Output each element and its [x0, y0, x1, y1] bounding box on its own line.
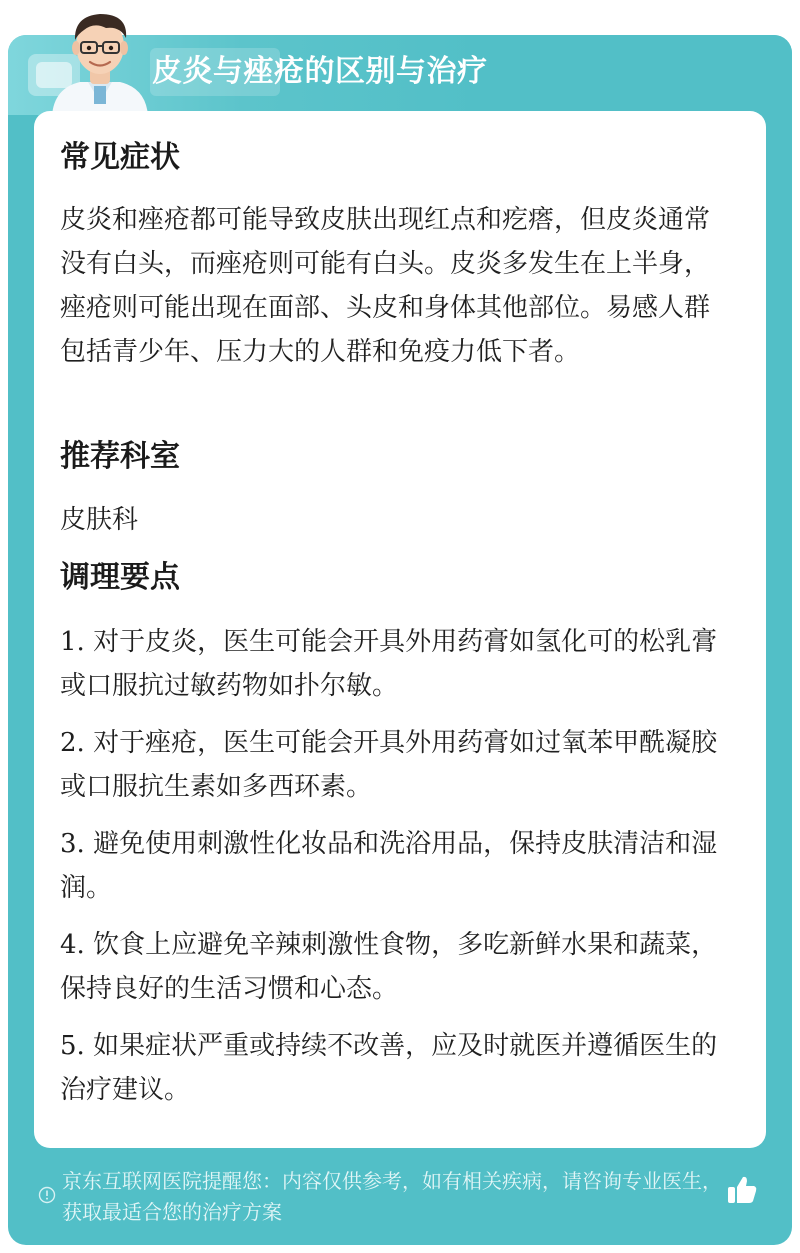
care-item [60, 822, 730, 910]
care-item-text: 饮食上应避免辛辣刺激性食物，多吃新鲜水果和蔬菜，保持良好的生活习惯和心态。 [60, 930, 718, 1004]
care-item-text: 如果症状严重或持续不改善，应及时就医并遵循医生的治疗建议。 [60, 1031, 718, 1105]
page-title: 皮炎与痤疮的区别与治疗 [152, 54, 488, 89]
care-item [60, 721, 730, 809]
section-heading-care: 调理要点 [60, 560, 180, 595]
care-item-text: 避免使用刺激性化妆品和洗浴用品，保持皮肤清洁和湿润。 [60, 829, 718, 903]
symptoms-text: 皮炎和痤疮都可能导致皮肤出现红点和疙瘩，但皮炎通常没有白头，而痤疮则可能有白头。皮炎多发生在上半身，痤疮则可能出现在面部、头皮和身体其他部位。易感人群包括青少年、压力大的人群和免疫力低下者。 [60, 205, 711, 367]
care-item-text: 对于皮炎，医生可能会开具外用药膏如氢化可的松乳膏或口服抗过敏药物如扑尔敏。 [60, 627, 718, 701]
care-item-number: 4. [60, 930, 85, 960]
doctor-avatar-icon [44, 6, 156, 116]
thumbs-up-icon[interactable] [724, 1172, 760, 1208]
care-item [60, 620, 730, 708]
care-item-number: 5. [60, 1031, 85, 1061]
care-item-text: 对于痤疮，医生可能会开具外用药膏如过氧苯甲酰凝胶或口服抗生素如多西环素。 [60, 728, 718, 802]
care-item [60, 923, 730, 1011]
care-item-number: 2. [60, 728, 85, 758]
info-icon [38, 1186, 56, 1204]
section-heading-symptoms: 常见症状 [60, 140, 180, 175]
section-heading-department: 推荐科室 [60, 439, 180, 474]
care-item-number: 1. [60, 627, 85, 657]
care-item-number: 3. [60, 829, 85, 859]
care-item [60, 1024, 730, 1112]
department-text: 皮肤科 [60, 505, 139, 535]
footer-disclaimer: 京东互联网医院提醒您：内容仅供参考，如有相关疾病，请咨询专业医生，获取最适合您的治疗方案 [62, 1169, 722, 1224]
